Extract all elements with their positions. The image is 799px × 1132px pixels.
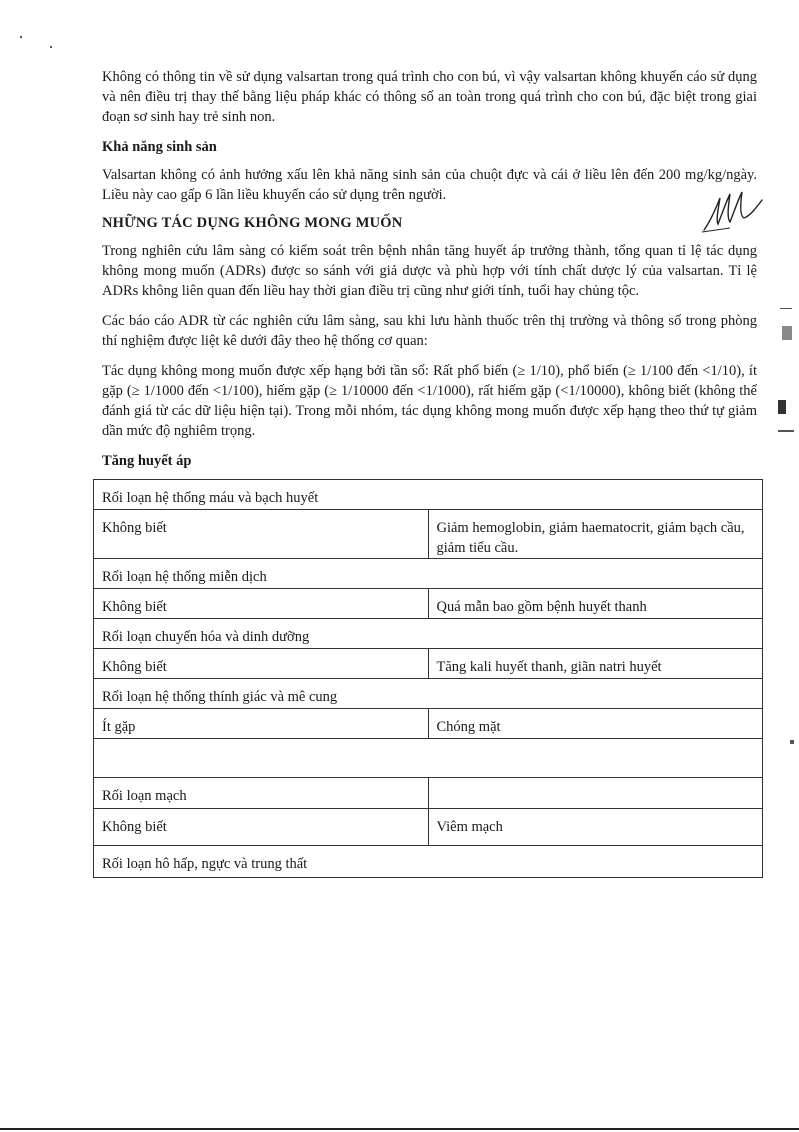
scan-mark xyxy=(778,400,786,414)
scan-mark xyxy=(790,740,794,744)
effect-cell: Chóng mặt xyxy=(428,709,763,739)
frequency-cell: Không biết xyxy=(94,589,429,619)
organ-class-cell: Rối loạn hô hấp, ngực và trung thất xyxy=(94,846,763,878)
table-row xyxy=(94,649,763,679)
page-bottom-border xyxy=(0,1128,799,1130)
frequency-cell: Rối loạn mạch xyxy=(94,778,429,809)
organ-class-cell: Rối loạn hệ thống máu và bạch huyết xyxy=(94,480,763,510)
table-row xyxy=(94,739,763,778)
organ-class-cell: Rối loạn hệ thống thính giác và mê cung xyxy=(94,679,763,709)
adverse-effects-heading: NHỮNG TÁC DỤNG KHÔNG MONG MUỐN xyxy=(102,215,403,231)
scan-mark xyxy=(780,308,792,309)
scan-mark xyxy=(782,326,792,340)
adverse-paragraph-2: Các báo cáo ADR từ các nghiên cứu lâm sàng, sau khi lưu hành thuốc trên thị trường và thông số trong phòng thí nghiệm được liệt kê dưới đây theo hệ thống cơ quan: xyxy=(102,313,757,349)
table-row xyxy=(94,846,763,878)
fertility-heading: Khả năng sinh sản xyxy=(102,139,217,155)
empty-cell xyxy=(94,739,763,778)
scan-mark xyxy=(20,36,22,38)
table-row xyxy=(94,619,763,649)
fertility-paragraph: Valsartan không có ảnh hưởng xấu lên khả năng sinh sản của chuột đực và cái ở liều lên đến 200 mg/kg/ngày. Liều này cao gấp 6 lần liều khuyến cáo sử dụng trên người. xyxy=(102,167,757,203)
organ-class-cell: Rối loạn chuyển hóa và dinh dưỡng xyxy=(94,619,763,649)
scan-mark xyxy=(50,46,52,48)
effect-cell xyxy=(428,778,763,809)
table-row xyxy=(94,510,763,559)
effect-cell: Quá mẫn bao gồm bệnh huyết thanh xyxy=(428,589,763,619)
effect-cell: Viêm mạch xyxy=(428,809,763,846)
table-row xyxy=(94,480,763,510)
adverse-paragraph-1: Trong nghiên cứu lâm sàng có kiểm soát trên bệnh nhân tăng huyết áp trưởng thành, tổng quan tỉ lệ tác dụng không mong muốn (ADRs) được so sánh với giả dược và phù hợp với tính chất dược lý của valsartan. Tỉ lệ ADRs không liên quan đến liều hay thời gian điều trị cũng như giới tính, tuổi hay chủng tộc. xyxy=(102,243,757,299)
frequency-cell: Không biết xyxy=(94,510,429,559)
table-row xyxy=(94,778,763,809)
breastfeeding-paragraph: Không có thông tin về sử dụng valsartan trong quá trình cho con bú, vì vậy valsartan không khuyến cáo sử dụng và nên điều trị thay thế bằng liệu pháp khác có thông số an toàn trong quá trình cho con bú, đặc biệt trong giai đoạn sơ sinh hay trẻ sinh non. xyxy=(102,69,757,125)
frequency-cell: Không biết xyxy=(94,809,429,846)
signature-icon xyxy=(700,186,766,236)
effect-cell: Tăng kali huyết thanh, giãn natri huyết xyxy=(428,649,763,679)
frequency-cell: Không biết xyxy=(94,649,429,679)
document-body xyxy=(102,67,757,471)
frequency-cell: Ít gặp xyxy=(94,709,429,739)
scan-mark xyxy=(778,430,794,432)
organ-class-cell: Rối loạn hệ thống miễn dịch xyxy=(94,559,763,589)
table-row xyxy=(94,809,763,846)
effect-cell: Giảm hemoglobin, giảm haematocrit, giảm bạch cầu, giảm tiểu cầu. xyxy=(428,510,763,559)
table-row xyxy=(94,709,763,739)
table-row xyxy=(94,559,763,589)
table-heading: Tăng huyết áp xyxy=(102,453,192,469)
table-row xyxy=(94,589,763,619)
table-row xyxy=(94,679,763,709)
adverse-paragraph-3: Tác dụng không mong muốn được xếp hạng bởi tần số: Rất phổ biến (≥ 1/10), phổ biến (≥ 1/100 đến <1/10), ít gặp (≥ 1/1000 đến <1/100), hiếm gặp (≥ 1/10000 đến <1/1000), rất hiếm gặp (<1/10000), không biết (không thể đánh giá từ các dữ liệu hiện tại). Trong mỗi nhóm, tác dụng không mong muốn được xếp hạng theo thứ tự giảm dần mức độ nghiêm trọng. xyxy=(102,363,757,439)
adverse-effects-table xyxy=(93,479,763,878)
